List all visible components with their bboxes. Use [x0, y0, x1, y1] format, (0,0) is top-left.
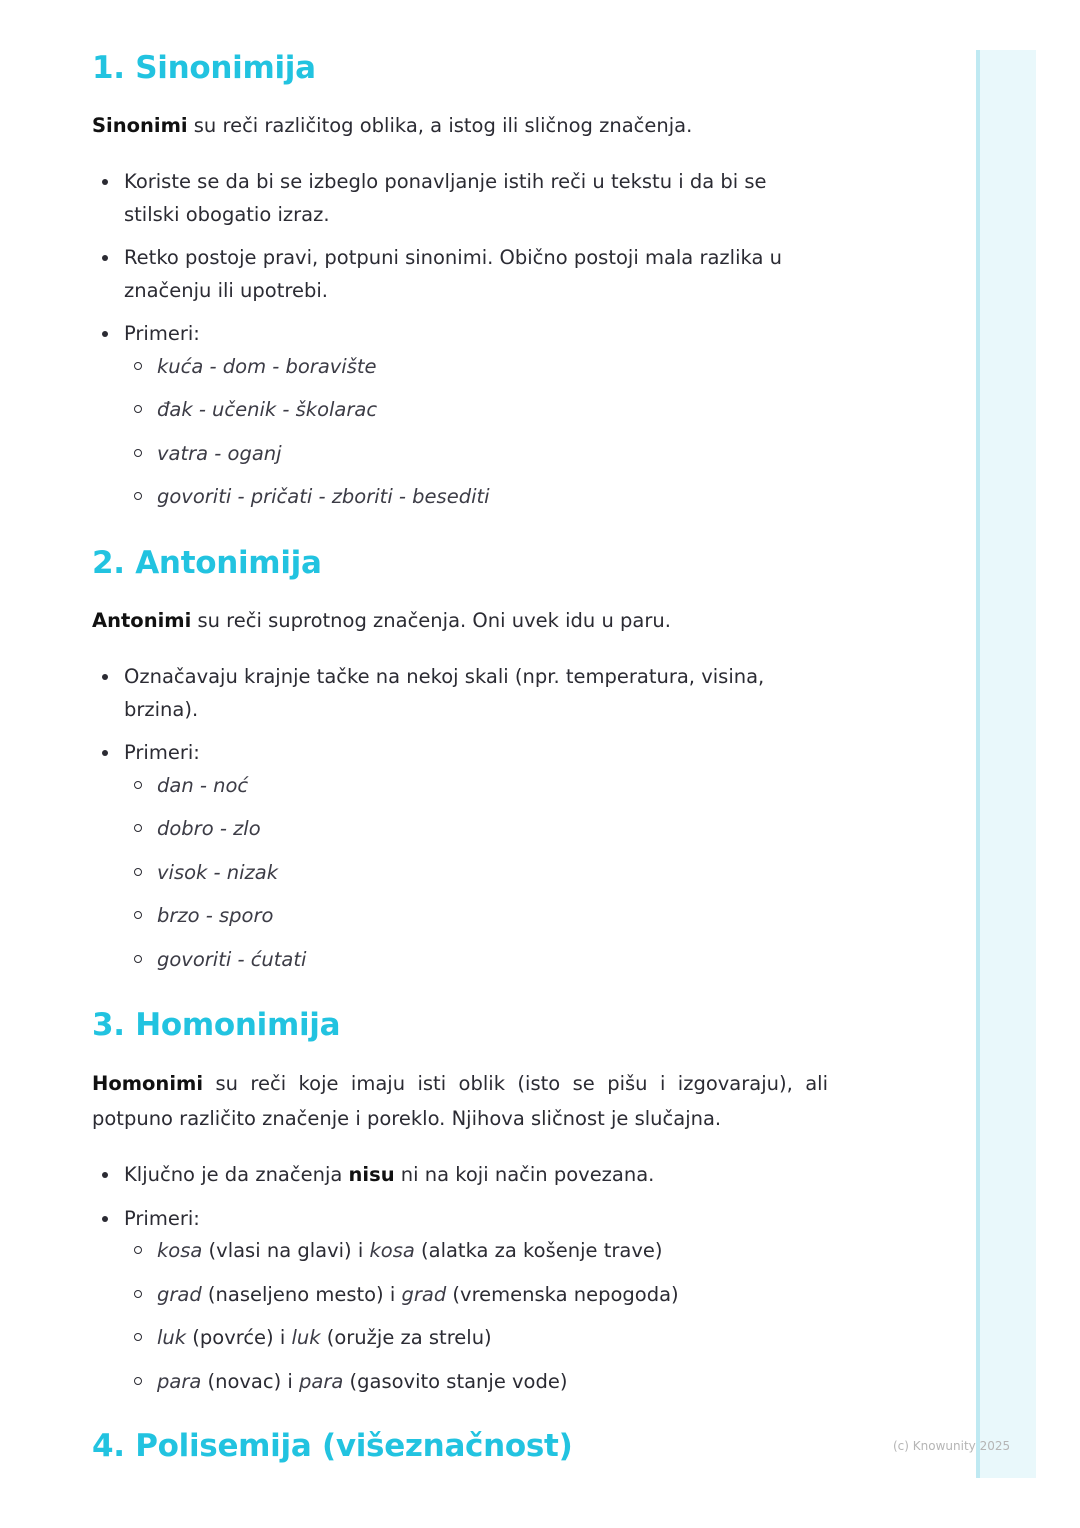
page-side-strip — [976, 50, 1036, 1478]
example-item: vatra - oganj — [157, 437, 282, 470]
bullet-item: Označavaju krajnje tačke na nekoj skali (npr. temperatura, visina, brzina). — [124, 660, 824, 726]
bullet-item: Koriste se da bi se izbeglo ponavljanje istih reči u tekstu i da bi se stilski obogatio izraz. — [124, 165, 824, 231]
example-item: đak - učenik - školarac — [157, 393, 377, 426]
term: Homonimi — [92, 1072, 204, 1095]
section-title-polisemija: 4. Polisemija (višeznačnost) — [92, 1428, 573, 1464]
definition-sinonimi: Sinonimi su reči različitog oblika, a istog ili sličnog značenja. — [92, 114, 693, 137]
term: Antonimi — [92, 609, 192, 632]
example-item: visok - nizak — [157, 856, 278, 889]
definition-antonimi: Antonimi su reči suprotnog značenja. Oni uvek idu u paru. — [92, 609, 671, 632]
section-title-homonimija: 3. Homonimija — [92, 1007, 341, 1043]
example-item: grad (naseljeno mesto) i grad (vremenska nepogoda) — [157, 1278, 679, 1311]
bullet-item: Primeri: — [124, 317, 824, 350]
example-item: kuća - dom - boravište — [157, 350, 377, 383]
example-item: kosa (vlasi na glavi) i kosa (alatka za košenje trave) — [157, 1234, 662, 1267]
example-item: dobro - zlo — [157, 812, 261, 845]
bullet-item: Primeri: — [124, 736, 824, 769]
example-item: dan - noć — [157, 769, 248, 802]
watermark: (c) Knowunity 2025 — [893, 1439, 1011, 1453]
bullet-item: Primeri: — [124, 1202, 824, 1235]
example-item: brzo - sporo — [157, 899, 273, 932]
bullet-item: Retko postoje pravi, potpuni sinonimi. Obično postoji mala razlika u značenju ili upotrebi. — [124, 241, 824, 307]
example-item: para (novac) i para (gasovito stanje vode) — [157, 1365, 567, 1398]
definition-homonimi: Homonimi su reči koje imaju isti oblik (isto se pišu i izgovaraju), ali potpuno različito značenje i poreklo. Njihova sličnost je slučajna. — [92, 1072, 828, 1130]
section-title-antonimija: 2. Antonimija — [92, 545, 322, 581]
example-item: govoriti - pričati - zboriti - besediti — [157, 480, 490, 513]
term: Sinonimi — [92, 114, 188, 137]
bullet-item: Ključno je da značenja nisu ni na koji način povezana. — [124, 1158, 824, 1191]
example-item: luk (povrće) i luk (oružje za strelu) — [157, 1321, 492, 1354]
section-title-sinonimija: 1. Sinonimija — [92, 50, 316, 86]
example-item: govoriti - ćutati — [157, 943, 306, 976]
